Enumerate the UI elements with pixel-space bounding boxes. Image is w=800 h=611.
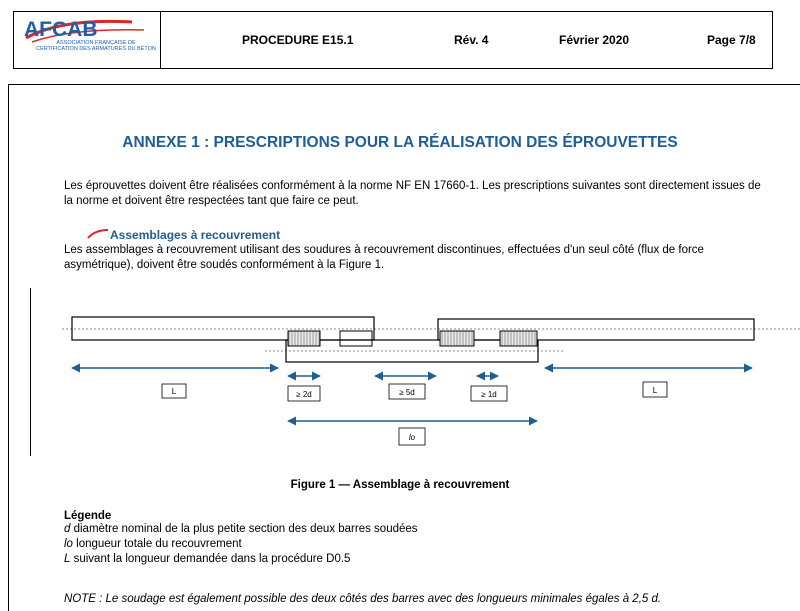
- intro-paragraph: Les éprouvettes doivent être réalisées conformément à la norme NF EN 17660-1. Les prescriptions suivantes sont directement issues de la norme et doivent être respectées tant que faire ce peut.: [64, 180, 761, 207]
- label-L-left: L: [171, 387, 177, 396]
- frame-top-rule: [8, 84, 800, 85]
- lap-joint-figure: [0, 300, 800, 460]
- page-title: ANNEXE 1 : PRESCRIPTIONS POUR LA RÉALISATION DES ÉPROUVETTES: [122, 134, 678, 151]
- weld-1: [288, 331, 320, 346]
- legend-lo: lo longueur totale du recouvrement: [64, 538, 242, 550]
- logo-subtitle: ASSOCIATION FRANÇAISE DE CERTIFICATION DES ARMATURES DU BÉTON: [36, 40, 156, 52]
- note: NOTE : Le soudage est également possible des deux côtés des barres avec des longueurs minimales égales à 2,5 d.: [64, 593, 662, 605]
- legend-d: d diamètre nominal de la plus petite section des deux barres soudées: [64, 523, 418, 535]
- afcab-logo: [14, 12, 161, 68]
- label-lo: lo: [408, 433, 416, 442]
- page-number: Page 7/8: [707, 33, 756, 47]
- heading-swoosh-icon: [87, 228, 109, 240]
- weld-4: [500, 331, 537, 346]
- date: Février 2020: [559, 33, 630, 47]
- bar-left: [72, 317, 374, 340]
- label-L-right: L: [652, 386, 658, 395]
- revision: Rév. 4: [454, 33, 489, 47]
- legend-L: L suivant la longueur demandée dans la procédure D0.5: [64, 553, 351, 565]
- weld-3: [440, 331, 474, 346]
- page-header: [13, 11, 773, 69]
- bar-right: [438, 319, 754, 340]
- section-heading: Assemblages à recouvrement: [110, 228, 281, 242]
- label-ge2d: ≥ 2d: [296, 390, 312, 399]
- legend-title: Légende: [64, 510, 112, 522]
- section-paragraph: Les assemblages à recouvrement utilisant des soudures à recouvrement discontinues, effectuées d'un seul côté (flux de force asymétrique), doivent être soudés conformément à la Figure 1.: [64, 244, 704, 271]
- label-ge1d: ≥ 1d: [481, 390, 497, 399]
- figure-caption: Figure 1 — Assemblage à recouvrement: [290, 479, 510, 491]
- logo-text: AFCAB: [24, 18, 98, 41]
- procedure-id: PROCEDURE E15.1: [242, 33, 354, 47]
- label-ge5d: ≥ 5d: [399, 388, 415, 397]
- weld-2: [340, 331, 372, 346]
